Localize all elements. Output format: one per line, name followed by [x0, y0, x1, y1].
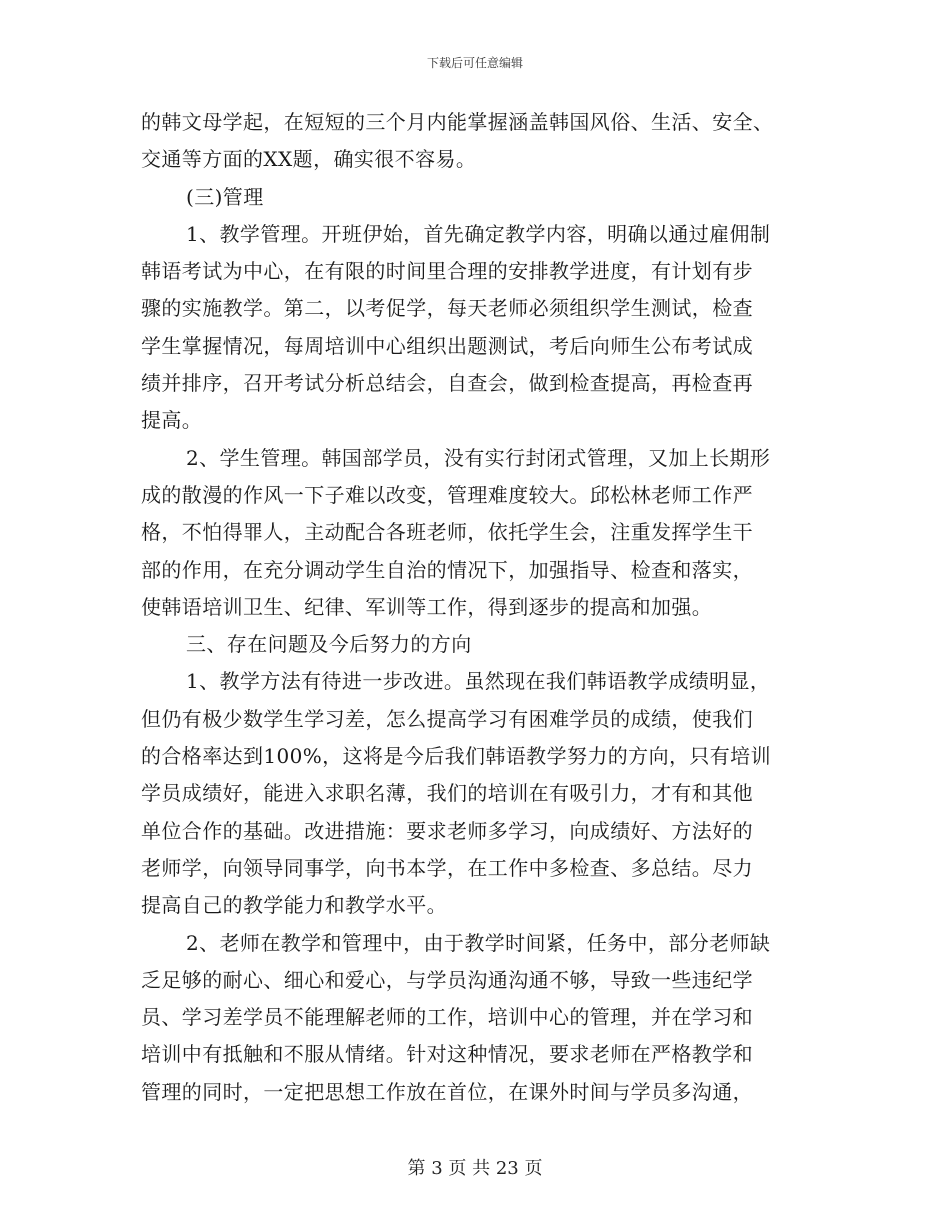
body-line: 韩语考试为中心，在有限的时间里合理的安排教学进度，有计划有步 [141, 259, 753, 284]
body-line: 老师学，向领导同事学，向书本学，在工作中多检查、多总结。尽力 [141, 855, 753, 880]
section-heading: (三)管理 [186, 184, 264, 209]
paragraph-start: 1、教学方法有待进一步改进。虽然现在我们韩语教学成绩明显， [186, 669, 771, 694]
body-line: 骤的实施教学。第二，以考促学，每天老师必须组织学生测试，检查 [141, 296, 753, 321]
page-header-note: 下载后可任意编辑 [426, 56, 523, 70]
body-line: 部的作用，在充分调动学生自治的情况下，加强指导、检查和落实， [141, 557, 753, 582]
body-line: 员、学习差学员不能理解老师的工作，培训中心的管理，并在学习和 [141, 1005, 753, 1030]
body-line: 培训中有抵触和不服从情绪。针对这种情况，要求老师在严格教学和 [141, 1042, 753, 1067]
body-line: 管理的同时，一定把思想工作放在首位，在课外时间与学员多沟通， [141, 1079, 753, 1104]
body-line: 单位合作的基础。改进措施：要求老师多学习，向成绩好、方法好的 [141, 818, 753, 843]
page-number-footer: 第 3 页 共 23 页 [407, 1158, 543, 1179]
body-line: 交通等方面的XX题，确实很不容易。 [141, 147, 477, 172]
body-line: 的韩文母学起，在短短的三个月内能掌握涵盖韩国风俗、生活、安全、 [141, 110, 774, 134]
body-line: 格，不怕得罪人，主动配合各班老师，依托学生会，注重发挥学生干 [141, 520, 753, 545]
body-line: 学生掌握情况，每周培训中心组织出题测试，考后向师生公布考试成 [141, 333, 753, 358]
body-line: 使韩语培训卫生、纪律、军训等工作，得到逐步的提高和加强。 [141, 594, 713, 619]
body-line: 学员成绩好，能进入求职名薄，我们的培训在有吸引力，才有和其他 [141, 781, 753, 806]
paragraph-start: 2、老师在教学和管理中，由于教学时间紧，任务中，部分老师缺 [186, 930, 771, 955]
paragraph-start: 1、教学管理。开班伊始，首先确定教学内容，明确以通过雇佣制 [186, 221, 771, 246]
body-line: 的合格率达到100%，这将是今后我们韩语教学努力的方向，只有培训 [141, 744, 771, 769]
body-line: 成的散漫的作风一下子难以改变，管理难度较大。邱松林老师工作严 [141, 482, 753, 507]
document-body [141, 104, 801, 1111]
section-heading: 三、存在问题及今后努力的方向 [186, 632, 472, 657]
body-line: 提高。 [141, 408, 203, 433]
body-line: 绩并排序，召开考试分析总结会，自查会，做到检查提高，再检查再 [141, 371, 753, 396]
paragraph-start: 2、学生管理。韩国部学员，没有实行封闭式管理，又加上长期形 [186, 445, 771, 470]
body-line: 乏足够的耐心、细心和爱心，与学员沟通沟通不够，导致一些违纪学 [141, 967, 753, 992]
body-line: 提高自己的教学能力和教学水平。 [141, 893, 447, 918]
body-line: 但仍有极少数学生学习差，怎么提高学习有困难学员的成绩，使我们 [141, 706, 753, 731]
